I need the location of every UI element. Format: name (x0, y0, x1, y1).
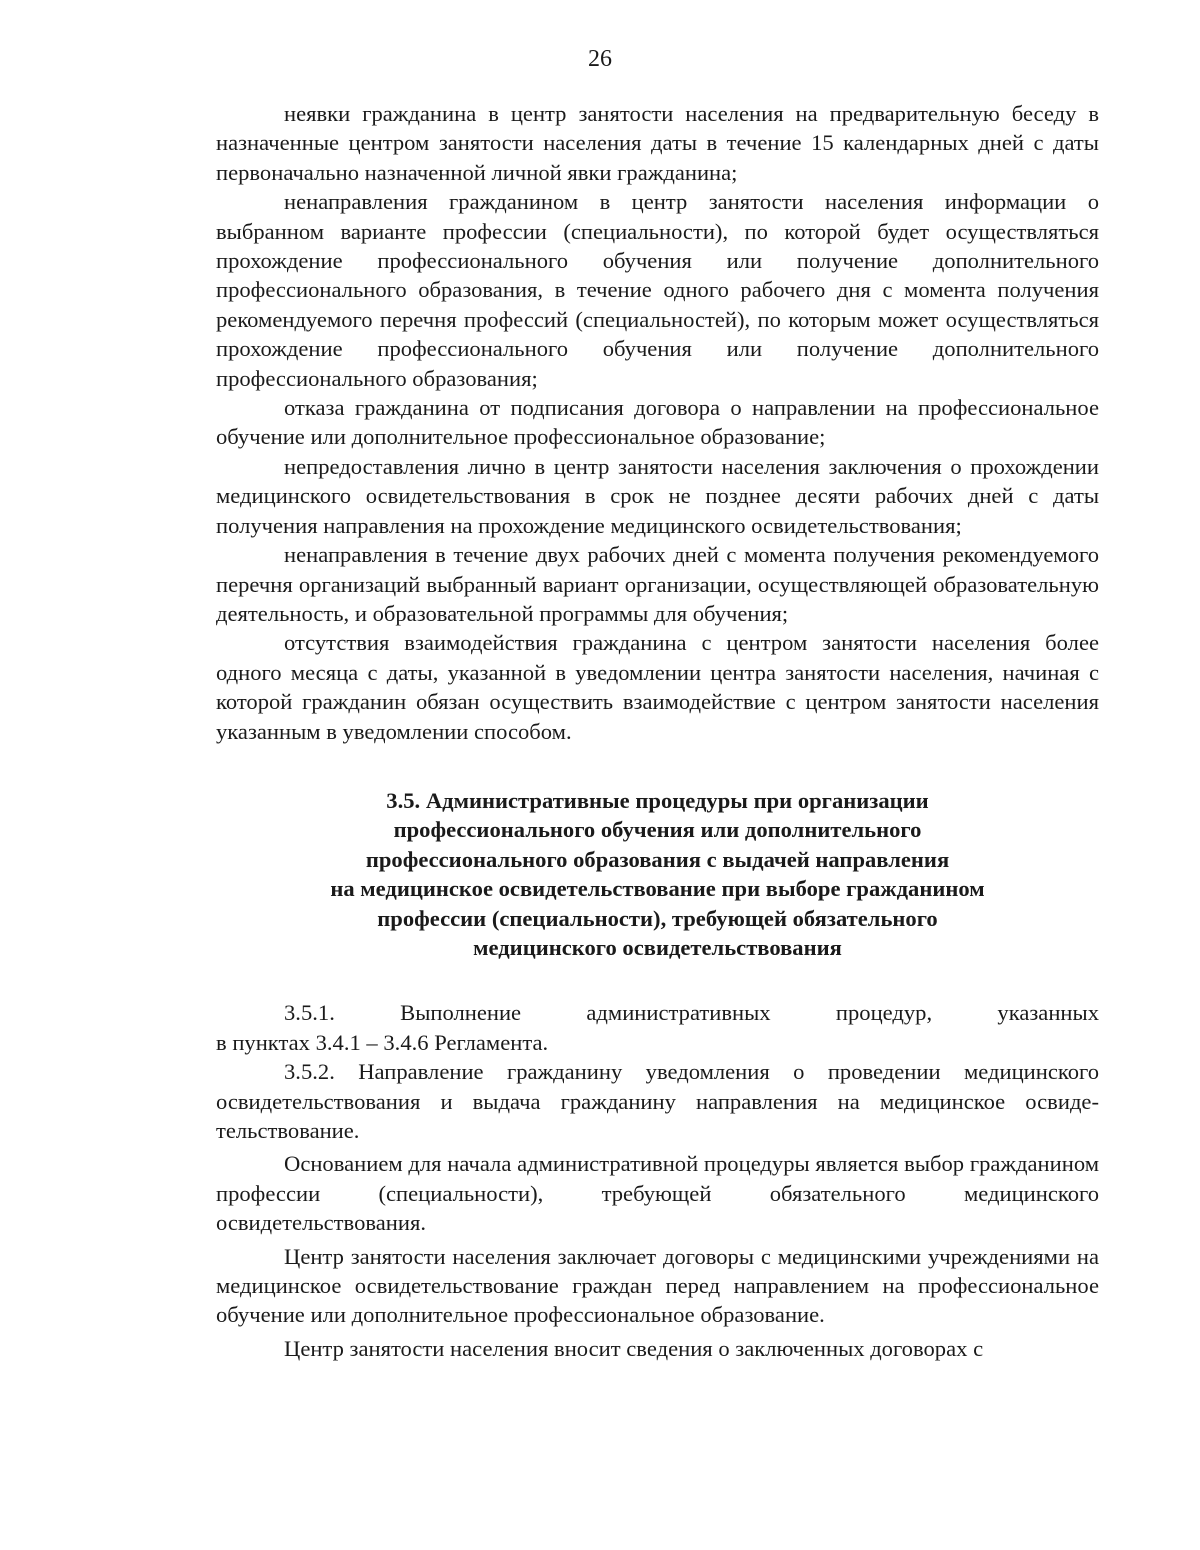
paragraph-contract-refusal: отказа гражданина от подписания договора о направлении на профессиональное обучение или дополнительное профессиональное образование; (216, 395, 1099, 450)
paragraph-contracts: Центр занятости населения заключает договоры с медицинскими учреждениями на медицинское освидетельствование граждан перед направлением на профессиональное обучение или дополнительное профессиональное образование. (216, 1243, 1099, 1328)
heading-line: профессии (специальности), требующей обязательного (377, 905, 938, 931)
section-heading-3-5 (216, 786, 1099, 962)
paragraph-contract-records: Центр занятости населения вносит сведения о заключенных договорах с (284, 1335, 984, 1361)
paragraph-no-organization-choice: ненаправления в течение двух рабочих дней с момента получения рекомендуемого перечня организаций выбранный вариант организации, осуществляющей образовательную деятельность, и образовательной программы для обучения; (216, 542, 1099, 626)
paragraph-3-5-2: 3.5.2. Направление гражданину уведомления о проведении медицинского освидетельствования и выдача гражданину направления на медицинское освидетельствование. (216, 1059, 1099, 1143)
paragraph-no-interaction: отсутствия взаимодействия гражданина с центром занятости населения более одного месяца с даты, указанной в уведомлении центра занятости населения, начиная с которой гражданин обязан осуществить взаимодействие с центром занятости населения указанным в уведомлении способом. (216, 630, 1099, 744)
paragraph-basis: Основанием для начала административной процедуры является выбор гражданином профессии (специальности), требующей обязательного медицинского освидетельствования. (216, 1151, 1099, 1236)
paragraph-no-medical-report: непредоставления лично в центр занятости населения заключения о прохождении медицинского освидетельствования в срок не позднее десяти рабочих дней с даты получения направления на прохождение медицинского освидетельствования; (216, 453, 1099, 538)
paragraph-3-5-1-line1: 3.5.1. Выполнение административных процедур, указанных (284, 1000, 1099, 1026)
paragraph-non-appearance: неявки гражданина в центр занятости населения на предварительную беседу в назначенные центром занятости населения даты в течение 15 календарных дней с даты первоначально назначенной личной явки гражданина; (216, 101, 1099, 185)
paragraph-3-5-1-line2: в пунктах 3.4.1 – 3.4.6 Регламента. (216, 1029, 549, 1055)
heading-line: профессионального образования с выдачей направления (365, 846, 950, 872)
document-body (216, 99, 1099, 1363)
heading-line: профессионального обучения или дополнительного (393, 817, 922, 843)
heading-line: 3.5. Административные процедуры при организации (386, 787, 929, 813)
page-number: 26 (588, 46, 612, 72)
paragraph-no-profession-info: ненаправления гражданином в центр занятости населения информации о выбранном варианте профессии (специальности), по которой будет осуществляться прохождение профессионального обучения или получение дополнительного профессионального образования, в течение одного рабочего дня с момента получения рекомендуемого перечня профессий (специальностей), по которым может осуществляться прохождение профессионального обучения или получение дополнительного профессионального образования; (216, 189, 1099, 391)
heading-line: медицинского освидетельствования (473, 934, 842, 960)
heading-line: на медицинское освидетельствование при выборе гражданином (330, 876, 985, 902)
